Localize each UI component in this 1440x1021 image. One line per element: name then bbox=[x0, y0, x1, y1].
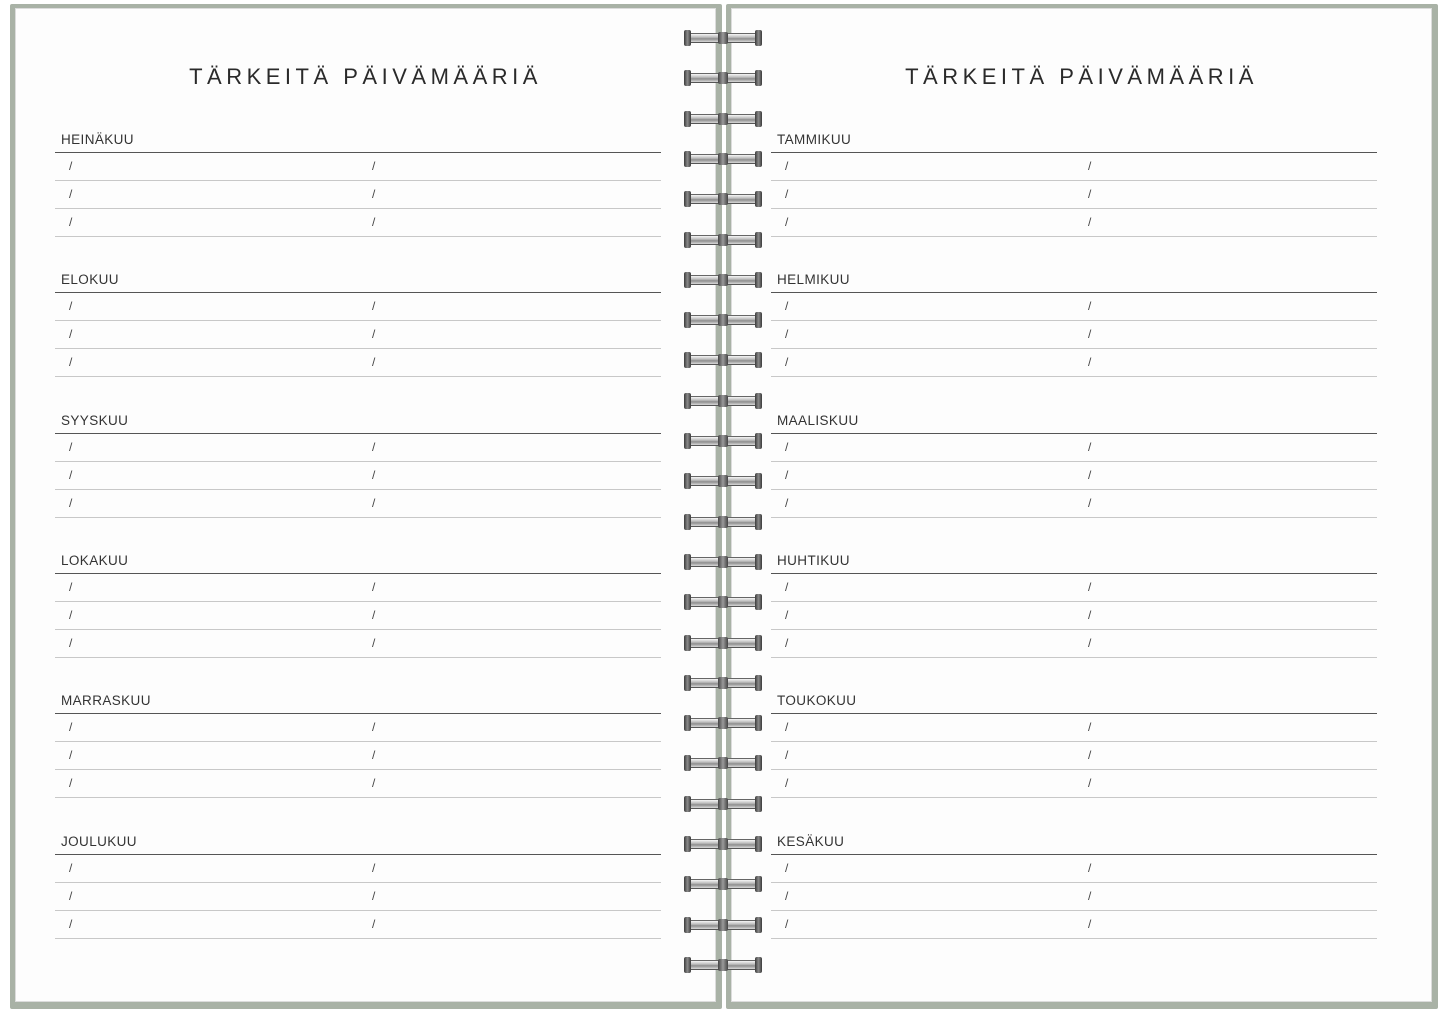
date-slash: / bbox=[69, 467, 73, 482]
date-entry-line[interactable] bbox=[55, 714, 661, 742]
right-page bbox=[731, 8, 1432, 1002]
date-slash: / bbox=[785, 439, 789, 454]
date-slash: / bbox=[69, 776, 73, 791]
page-title: TÄRKEITÄ PÄIVÄMÄÄRIÄ bbox=[905, 64, 1258, 89]
date-slash: / bbox=[1088, 159, 1092, 173]
month-label: TOUKOKUU bbox=[777, 693, 857, 709]
spiral-coil-icon bbox=[684, 352, 762, 368]
date-slash: / bbox=[1088, 888, 1092, 903]
date-slash: / bbox=[785, 860, 789, 875]
writing-line bbox=[771, 657, 1377, 658]
spiral-coil-icon bbox=[684, 70, 762, 86]
left-page bbox=[15, 8, 716, 1002]
date-entry-line[interactable] bbox=[771, 153, 1377, 181]
writing-line bbox=[771, 517, 1377, 518]
date-slash: / bbox=[785, 215, 789, 229]
date-slash: / bbox=[1088, 187, 1092, 201]
spiral-coil-icon bbox=[684, 755, 762, 771]
writing-line bbox=[55, 376, 661, 377]
date-entry-line[interactable] bbox=[771, 349, 1377, 377]
date-slash: / bbox=[1088, 327, 1092, 342]
date-entry-line[interactable] bbox=[771, 714, 1377, 742]
date-slash: / bbox=[785, 495, 789, 510]
date-slash: / bbox=[785, 579, 789, 594]
spiral-coil-icon bbox=[684, 473, 762, 489]
date-entry-line[interactable] bbox=[55, 490, 661, 518]
spiral-coil-icon bbox=[684, 232, 762, 248]
spiral-coil-icon bbox=[684, 151, 762, 167]
date-slash: / bbox=[69, 299, 73, 314]
date-slash: / bbox=[69, 860, 73, 875]
date-slash: / bbox=[372, 635, 376, 650]
date-slash: / bbox=[1088, 860, 1092, 875]
date-slash: / bbox=[69, 916, 73, 931]
date-slash: / bbox=[69, 159, 73, 173]
date-slash: / bbox=[785, 748, 789, 763]
date-slash: / bbox=[785, 467, 789, 482]
writing-line bbox=[771, 797, 1377, 798]
date-entry-line[interactable] bbox=[55, 770, 661, 798]
month-label: LOKAKUU bbox=[61, 552, 129, 568]
date-entry-line[interactable] bbox=[55, 209, 661, 237]
spiral-coil-icon bbox=[684, 957, 762, 973]
date-entry-line[interactable] bbox=[55, 883, 661, 911]
date-entry-line[interactable] bbox=[55, 349, 661, 377]
date-slash: / bbox=[69, 607, 73, 622]
date-slash: / bbox=[372, 467, 376, 482]
date-entry-line[interactable] bbox=[771, 770, 1377, 798]
date-entry-line[interactable] bbox=[771, 883, 1377, 911]
date-slash: / bbox=[69, 187, 73, 201]
month-label: HELMIKUU bbox=[777, 272, 850, 288]
date-entry-line[interactable] bbox=[771, 321, 1377, 349]
date-entry-line[interactable] bbox=[771, 742, 1377, 770]
month-label: HUHTIKUU bbox=[777, 552, 850, 568]
date-slash: / bbox=[372, 579, 376, 594]
date-slash: / bbox=[69, 579, 73, 594]
date-slash: / bbox=[372, 916, 376, 931]
date-slash: / bbox=[69, 355, 73, 370]
date-slash: / bbox=[1088, 355, 1092, 370]
date-slash: / bbox=[372, 439, 376, 454]
date-entry-line[interactable] bbox=[771, 181, 1377, 209]
date-slash: / bbox=[785, 355, 789, 370]
date-slash: / bbox=[372, 327, 376, 342]
date-slash: / bbox=[372, 720, 376, 735]
date-entry-line[interactable] bbox=[771, 490, 1377, 518]
month-label: MARRASKUU bbox=[61, 693, 151, 709]
date-entry-line[interactable] bbox=[771, 630, 1377, 658]
spiral-coil-icon bbox=[684, 715, 762, 731]
spiral-coil-icon bbox=[684, 433, 762, 449]
date-slash: / bbox=[372, 215, 376, 229]
date-entry-line[interactable] bbox=[55, 293, 661, 321]
date-entry-line[interactable] bbox=[55, 434, 661, 462]
date-entry-line[interactable] bbox=[55, 742, 661, 770]
date-slash: / bbox=[1088, 916, 1092, 931]
writing-line bbox=[55, 657, 661, 658]
date-entry-line[interactable] bbox=[771, 209, 1377, 237]
spiral-coil-icon bbox=[684, 191, 762, 207]
date-slash: / bbox=[1088, 776, 1092, 791]
date-slash: / bbox=[372, 355, 376, 370]
page-title: TÄRKEITÄ PÄIVÄMÄÄRIÄ bbox=[189, 64, 542, 89]
date-slash: / bbox=[69, 215, 73, 229]
month-label: TAMMIKUU bbox=[777, 132, 852, 147]
date-slash: / bbox=[785, 888, 789, 903]
spiral-coil-icon bbox=[684, 312, 762, 328]
date-entry-line[interactable] bbox=[771, 462, 1377, 490]
date-slash: / bbox=[785, 159, 789, 173]
date-entry-line[interactable] bbox=[55, 630, 661, 658]
date-slash: / bbox=[372, 860, 376, 875]
spiral-coil-icon bbox=[684, 876, 762, 892]
date-slash: / bbox=[69, 439, 73, 454]
date-slash: / bbox=[785, 187, 789, 201]
month-label: SYYSKUU bbox=[61, 412, 129, 428]
spiral-coil-icon bbox=[684, 514, 762, 530]
date-slash: / bbox=[69, 327, 73, 342]
writing-line bbox=[771, 236, 1377, 237]
date-slash: / bbox=[1088, 635, 1092, 650]
date-slash: / bbox=[1088, 579, 1092, 594]
date-slash: / bbox=[1088, 467, 1092, 482]
spiral-coil-icon bbox=[684, 594, 762, 610]
date-slash: / bbox=[785, 607, 789, 622]
writing-line bbox=[55, 236, 661, 237]
spiral-coil-icon bbox=[684, 796, 762, 812]
date-entry-line[interactable] bbox=[771, 293, 1377, 321]
date-entry-line[interactable] bbox=[771, 855, 1377, 883]
date-slash: / bbox=[69, 720, 73, 735]
date-slash: / bbox=[69, 888, 73, 903]
date-slash: / bbox=[69, 635, 73, 650]
spiral-coil-icon bbox=[684, 30, 762, 46]
month-label: JOULUKUU bbox=[61, 833, 137, 849]
date-slash: / bbox=[1088, 299, 1092, 314]
date-slash: / bbox=[372, 159, 376, 173]
month-label: ELOKUU bbox=[61, 272, 119, 288]
writing-line bbox=[55, 797, 661, 798]
writing-line bbox=[55, 938, 661, 939]
date-slash: / bbox=[1088, 495, 1092, 510]
date-slash: / bbox=[372, 776, 376, 791]
date-slash: / bbox=[372, 299, 376, 314]
date-entry-line[interactable] bbox=[771, 574, 1377, 602]
date-slash: / bbox=[785, 299, 789, 314]
spiral-coil-icon bbox=[684, 554, 762, 570]
spiral-coil-icon bbox=[684, 675, 762, 691]
spiral-coil-icon bbox=[684, 393, 762, 409]
spiral-coil-icon bbox=[684, 111, 762, 127]
date-entry-line[interactable] bbox=[55, 462, 661, 490]
month-label: KESÄKUU bbox=[777, 833, 845, 849]
date-slash: / bbox=[69, 748, 73, 763]
date-entry-line[interactable] bbox=[55, 153, 661, 181]
date-slash: / bbox=[785, 776, 789, 791]
writing-line bbox=[771, 376, 1377, 377]
date-slash: / bbox=[372, 495, 376, 510]
month-label: HEINÄKUU bbox=[61, 132, 134, 147]
date-entry-line[interactable] bbox=[55, 321, 661, 349]
date-slash: / bbox=[372, 607, 376, 622]
date-slash: / bbox=[785, 916, 789, 931]
date-slash: / bbox=[1088, 607, 1092, 622]
date-slash: / bbox=[785, 635, 789, 650]
date-slash: / bbox=[1088, 748, 1092, 763]
date-entry-line[interactable] bbox=[55, 574, 661, 602]
spiral-coil-icon bbox=[684, 917, 762, 933]
date-slash: / bbox=[372, 888, 376, 903]
date-slash: / bbox=[69, 495, 73, 510]
date-slash: / bbox=[1088, 439, 1092, 454]
date-slash: / bbox=[1088, 215, 1092, 229]
date-entry-line[interactable] bbox=[771, 602, 1377, 630]
date-entry-line[interactable] bbox=[55, 602, 661, 630]
date-slash: / bbox=[1088, 720, 1092, 735]
spiral-coil-icon bbox=[684, 635, 762, 651]
date-entry-line[interactable] bbox=[771, 911, 1377, 939]
date-slash: / bbox=[785, 720, 789, 735]
spiral-coil-icon bbox=[684, 836, 762, 852]
date-entry-line[interactable] bbox=[771, 434, 1377, 462]
date-slash: / bbox=[785, 327, 789, 342]
writing-line bbox=[55, 517, 661, 518]
date-slash: / bbox=[372, 187, 376, 201]
month-label: MAALISKUU bbox=[777, 412, 859, 428]
spiral-binding bbox=[684, 30, 764, 985]
spiral-coil-icon bbox=[684, 272, 762, 288]
date-entry-line[interactable] bbox=[55, 911, 661, 939]
date-slash: / bbox=[372, 748, 376, 763]
writing-line bbox=[771, 938, 1377, 939]
date-entry-line[interactable] bbox=[55, 855, 661, 883]
date-entry-line[interactable] bbox=[55, 181, 661, 209]
